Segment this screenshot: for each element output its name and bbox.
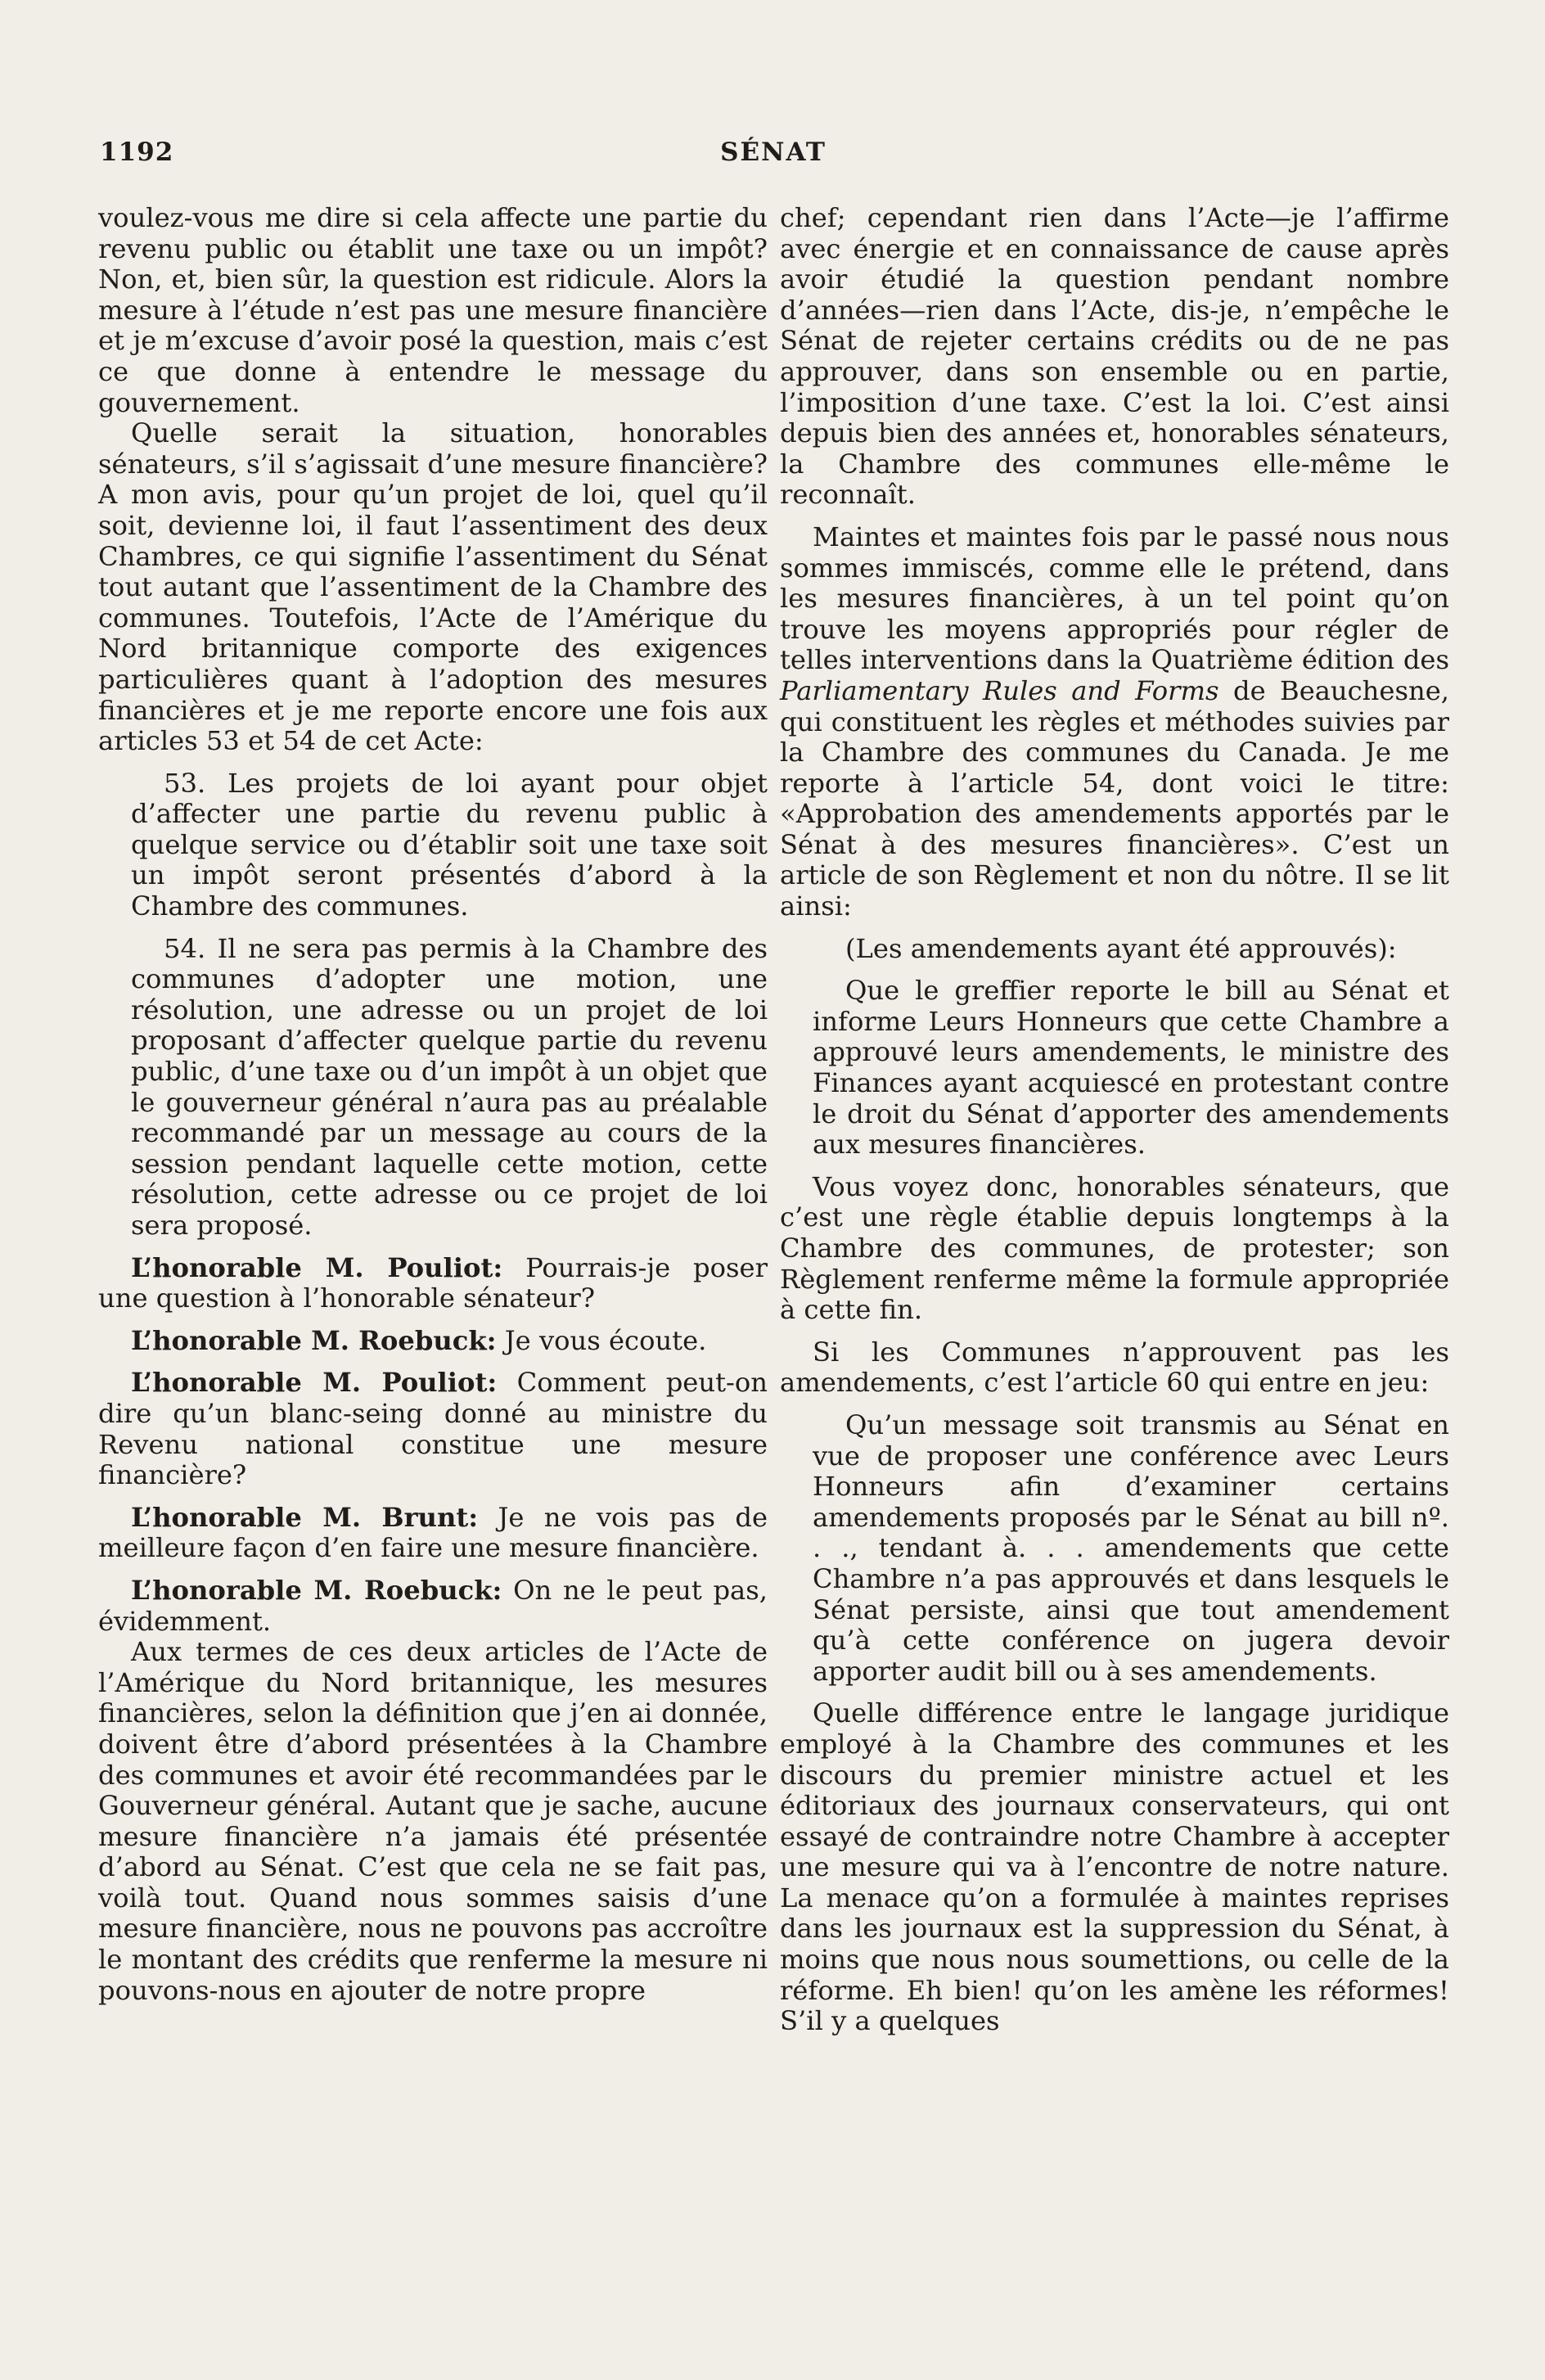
speech — [98, 1503, 768, 1564]
page-title: SÉNAT — [720, 137, 827, 167]
right-column — [780, 203, 1449, 2037]
speaker-name: L’honorable M. Pouliot: — [131, 1367, 498, 1399]
paragraph: Aux termes de ces deux articles de l’Acte de l’Amérique du Nord britannique, les mesures financières, selon la définition que j’en ai donnée, doivent être d’abord présentées à la Chambre des communes et avoir été recommandées par le Gouverneur général. Autant que je sache, aucune mesure financière n’a jamais été présentée d’abord au Sénat. C’est que cela ne se fait pas, voilà tout. Quand nous sommes saisis d’une mesure financière, nous ne pouvons pas accroître le montant des crédits que renferme la mesure ni pouvons-nous en ajouter de notre propre — [98, 1636, 768, 2006]
speaker-name: L’honorable M. Pouliot: — [131, 1251, 503, 1283]
speech-text: Pourrais-je poser une question à l’honorable sénateur? — [98, 1251, 768, 1314]
quoted-rule-60: Qu’un message soit transmis au Sénat en vue de proposer une conférence avec Leurs Honneurs afin d’examiner certains amendements proposés par le Sénat au bill nº. . ., tendant à. . . amendements que cette Chambre n’a pas approuvés et dans lesquels le Sénat persiste, ainsi que tout amendement qu’à cette conférence on jugera devoir apporter audit bill ou à ses amendements. — [813, 1409, 1449, 1687]
speaker-name: L’honorable M. Roebuck: — [131, 1324, 497, 1356]
paragraph: chef; cependant rien dans l’Acte—je l’affirme avec énergie et en connaissance de cause après avoir étudié la question pendant nombre d’années—rien dans l’Acte, dis-je, n’empêche le Sénat de rejeter certains crédits ou de ne pas approuver, dans son ensemble ou en partie, l’imposition d’une taxe. C’est la loi. C’est ainsi depuis bien des années et, honorables sénateurs, la Chambre des communes elle-même le reconnaît. — [780, 202, 1449, 511]
page-number: 1192 — [100, 137, 174, 167]
speech-text: Je ne vois pas de meilleure façon d’en faire une mesure financière. — [98, 1501, 768, 1564]
speech-text: Je vous écoute. — [504, 1324, 707, 1356]
book-title: Parliamentary Rules and Forms — [780, 674, 1219, 706]
speaker-name: L’honorable M. Roebuck: — [131, 1574, 502, 1606]
speech — [98, 1326, 768, 1357]
speaker-name: L’honorable M. Brunt: — [131, 1501, 479, 1533]
speech — [98, 1368, 768, 1490]
quoted-article-53: 53. Les projets de loi ayant pour objet d’affecter une partie du revenu public à quelque service ou d’établir soit une taxe soit un impôt seront présentés d’abord à la Chambre des communes. — [131, 767, 768, 922]
speech — [98, 1575, 768, 1637]
paragraph: Quelle serait la situation, honorables sénateurs, s’il s’agissait d’une mesure financière? A mon avis, pour qu’un projet de loi, quel qu’il soit, devienne loi, il faut l’assentiment des deux Chambres, ce qui signifie l’assentiment du Sénat tout autant que l’assentiment de la Chambre des communes. Toutefois, l’Acte de l’Amérique du Nord britannique comporte des exigences particulières quant à l’adoption des mesures financières et je me reporte encore une fois aux articles 53 et 54 de cet Acte: — [98, 417, 768, 757]
paragraph: Si les Communes n’approuvent pas les amendements, c’est l’article 60 qui entre en jeu: — [780, 1336, 1449, 1399]
paragraph-text: Maintes et maintes fois par le passé nous nous sommes immiscés, comme elle le prétend, dans les mesures financières, à un tel point qu’on trouve les moyens appropriés pour régler de telles interventions dans la Quatrième édition des — [780, 521, 1449, 676]
paragraph: Quelle différence entre le langage juridique employé à la Chambre des communes et les discours du premier ministre actuel et les éditoriaux des journaux conservateurs, qui ont essayé de contraindre notre Chambre à accepter une mesure qui va à l’encontre de notre nature. La menace qu’on a formulée à maintes reprises dans les journaux est la suppression du Sénat, à moins que nous nous soumettions, ou celle de la réforme. Eh bien! qu’on les amène les réformes! S’il y a quelques — [780, 1697, 1449, 2037]
speech-text: On ne le peut pas, évidemment. — [98, 1574, 768, 1637]
quoted-article-54: 54. Il ne sera pas permis à la Chambre des communes d’adopter une motion, une résolution, une adresse ou un projet de loi proposant d’affecter quelque partie du revenu public, d’une taxe ou d’un impôt à un objet que le gouverneur général n’aura pas au préalable recommandé par un message au cours de la session pendant laquelle cette motion, cette résolution, cette adresse ou ce projet de loi sera proposé. — [131, 932, 768, 1241]
page-header — [98, 137, 1448, 178]
speech-text: Comment peut-on dire qu’un blanc-seing donné au ministre du Revenu national constitue une mesure financière? — [98, 1367, 768, 1491]
paragraph — [780, 522, 1449, 922]
paragraph: voulez-vous me dire si cela affecte une partie du revenu public ou établit une taxe ou un impôt? Non, et, bien sûr, la question est ridicule. Alors la mesure à l’étude n’est pas une mesure financière et je m’excuse d’avoir posé la question, mais c’est ce que donne à entendre le message du gouvernement. — [98, 202, 768, 418]
paragraph: Vous voyez donc, honorables sénateurs, que c’est une règle établie depuis longtemps à la Chambre des communes, de protester; son Règlement renferme même la formule appropriée à cette fin. — [780, 1170, 1449, 1326]
paragraph-text: de Beauchesne, qui constituent les règles et méthodes suivies par la Chambre des communes du Canada. Je me reporte à l’article 54, dont voici le titre: «Approbation des amendements apportés par le Sénat à des mesures financières». C’est un article de son Règlement et non du nôtre. Il se lit ainsi: — [780, 674, 1449, 922]
left-column — [98, 203, 768, 2006]
quoted-heading: (Les amendements ayant été approuvés): — [845, 932, 1397, 964]
quoted-rule-54: Que le greffier reporte le bill au Sénat et informe Leurs Honneurs que cette Chambre a approuvé leurs amendements, le ministre des Finances ayant acquiescé en protestant contre le droit du Sénat d’apporter des amendements aux mesures financières. — [813, 975, 1449, 1161]
speech — [98, 1253, 768, 1314]
